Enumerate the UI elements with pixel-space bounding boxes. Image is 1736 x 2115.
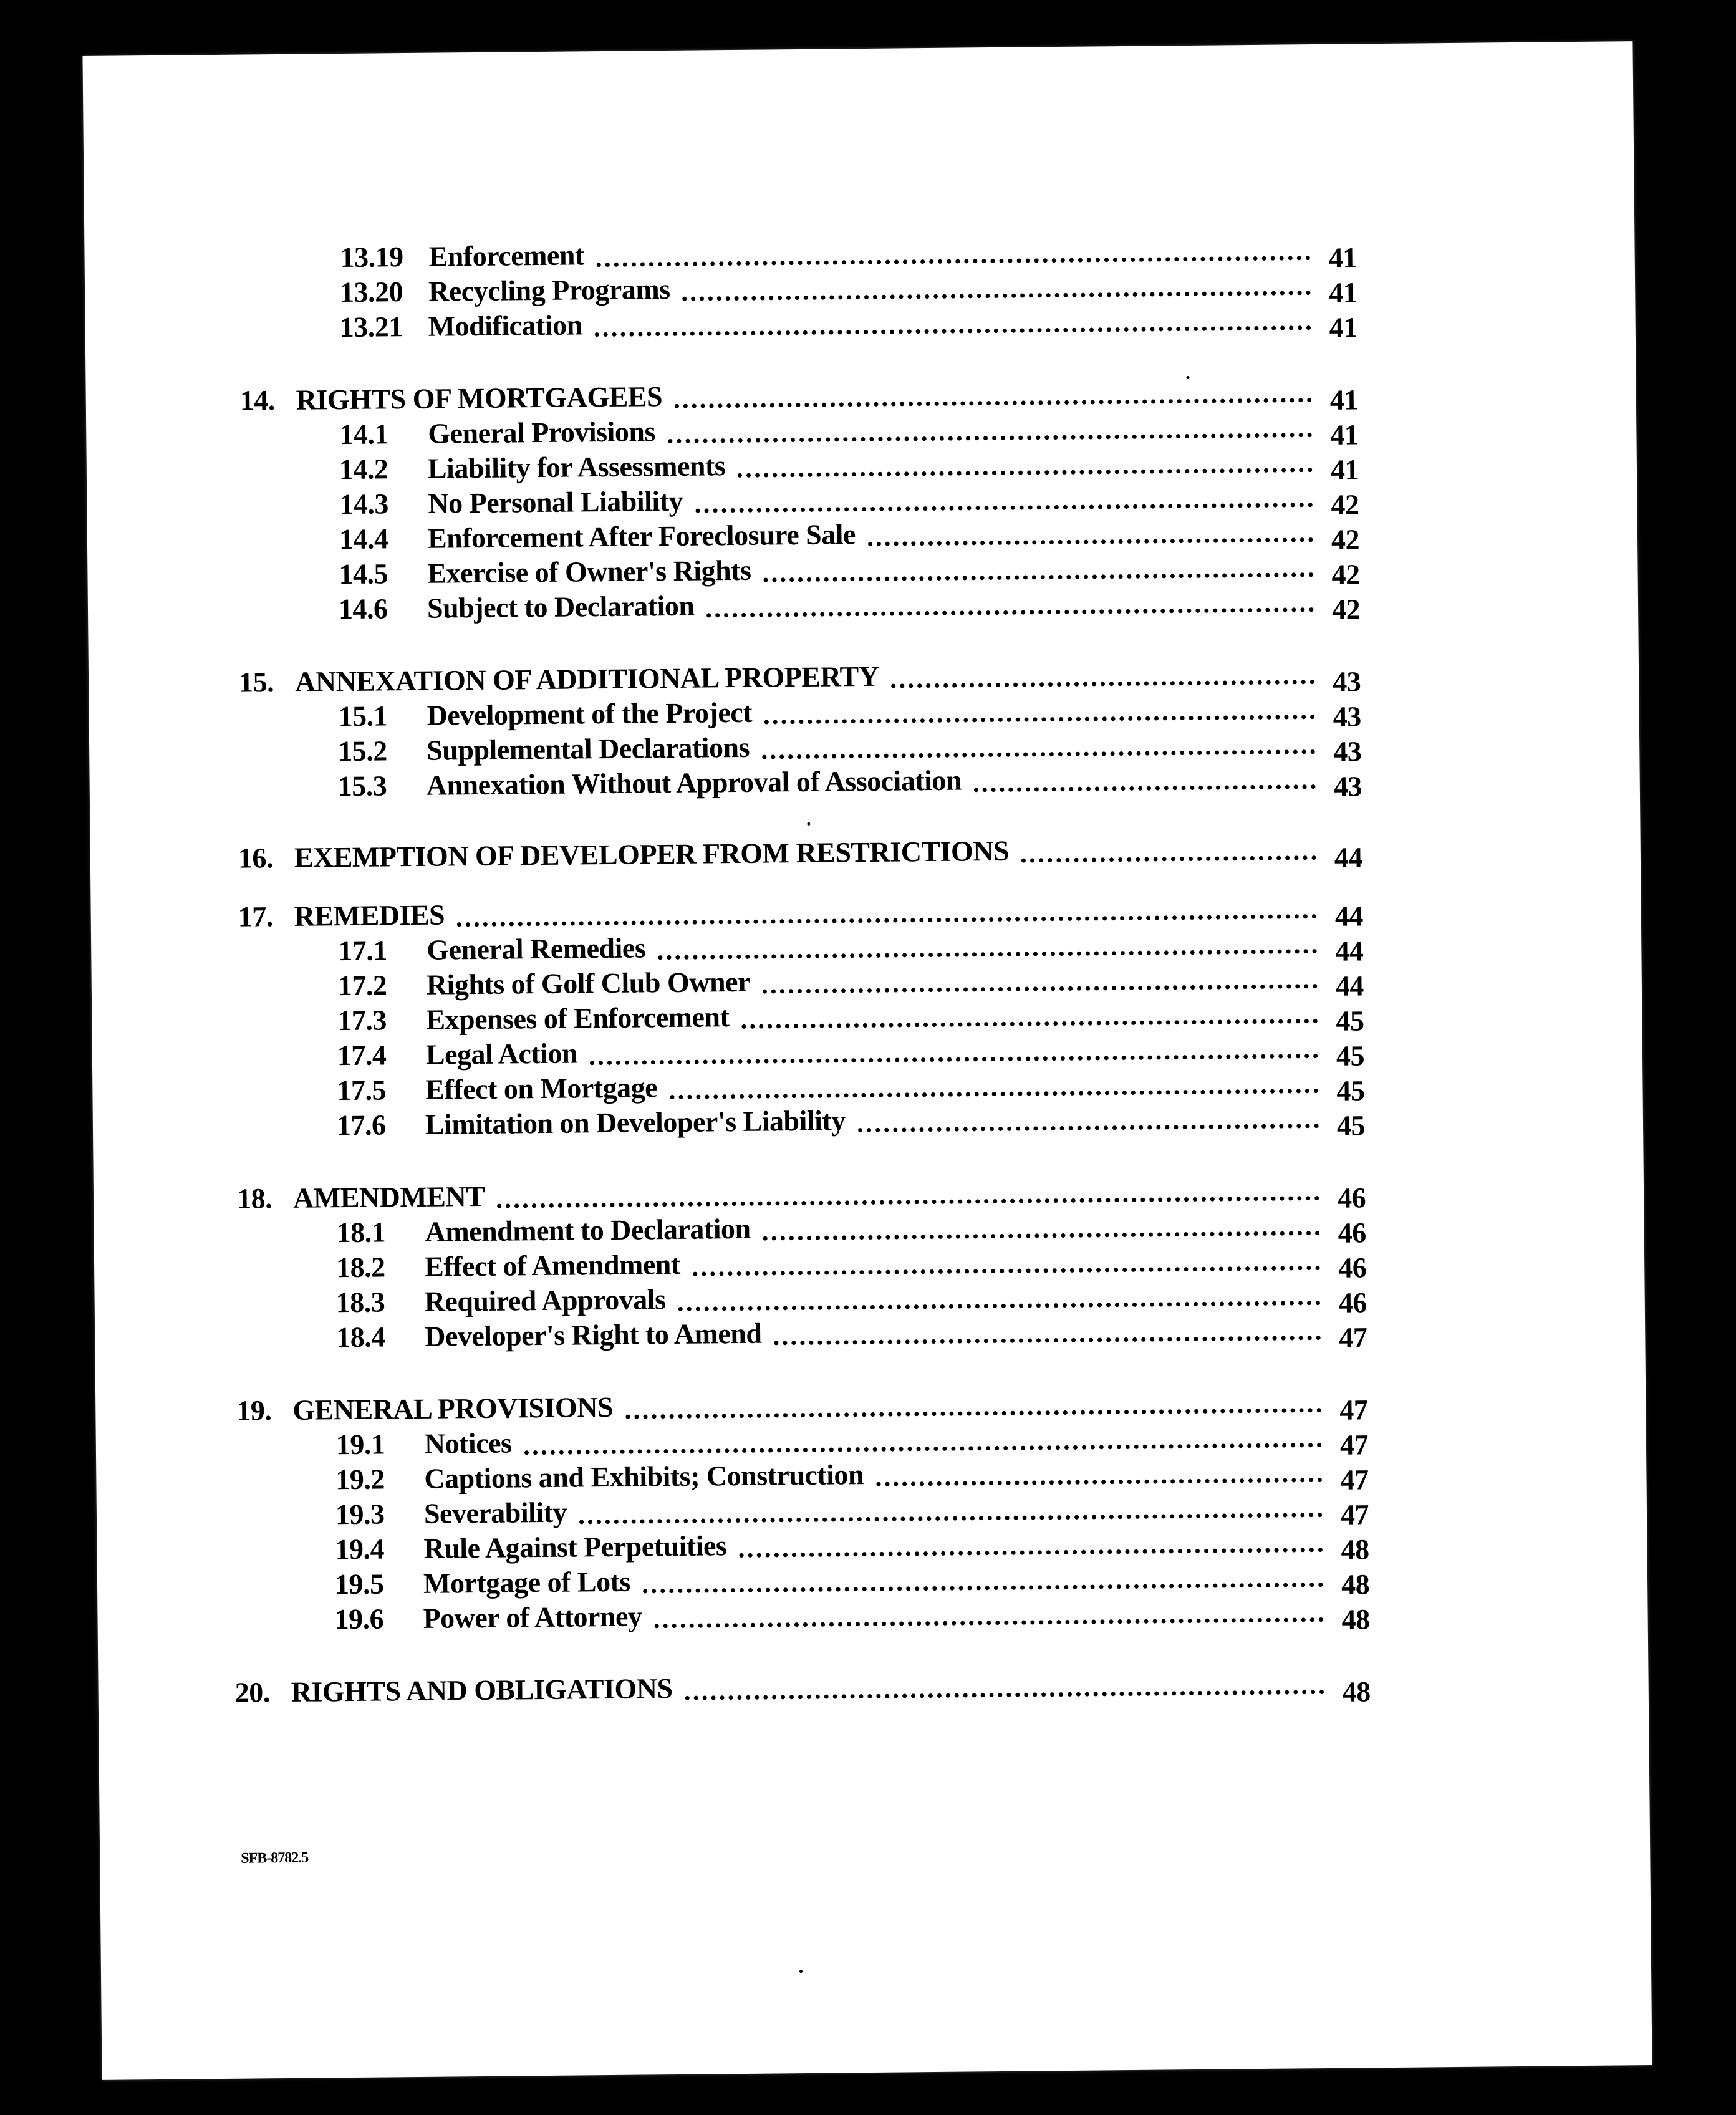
- toc-number: 13.19: [340, 241, 403, 274]
- toc-number: 18.3: [335, 1286, 385, 1319]
- dot-leader: [764, 715, 1315, 724]
- toc-title: General Remedies: [427, 932, 646, 966]
- toc-page-number: 45: [1336, 1074, 1365, 1107]
- toc-title: Effect on Mortgage: [425, 1071, 658, 1106]
- toc-title: Enforcement After Foreclosure Sale: [427, 518, 856, 554]
- toc-number: 19.4: [335, 1533, 385, 1566]
- toc-title: Amendment to Declaration: [425, 1212, 751, 1248]
- toc-number: 17.1: [338, 934, 388, 967]
- toc-page-number: 46: [1337, 1182, 1366, 1214]
- toc-number: 13.21: [339, 311, 403, 344]
- toc-page-number: 44: [1334, 841, 1363, 874]
- dot-leader: [695, 503, 1313, 513]
- toc-title: Legal Action: [425, 1037, 578, 1071]
- toc-title: Annexation Without Approval of Association: [426, 764, 962, 801]
- dot-leader: [683, 291, 1311, 301]
- toc-title: Rule Against Perpetuities: [423, 1530, 727, 1564]
- dot-leader: [643, 1583, 1323, 1593]
- dot-leader: [1021, 855, 1316, 863]
- dot-leader: [595, 325, 1311, 337]
- dot-leader: [707, 607, 1314, 617]
- toc-number: 16.: [238, 842, 274, 874]
- toc-page-number: 47: [1339, 1428, 1369, 1461]
- dot-leader: [655, 1617, 1324, 1628]
- toc-number: 15.: [238, 666, 274, 698]
- toc-title: Expenses of Enforcement: [426, 1001, 730, 1036]
- toc-number: 19.1: [335, 1428, 385, 1461]
- toc-page-number: 41: [1329, 383, 1359, 416]
- dot-leader: [658, 949, 1317, 960]
- dot-leader: [668, 433, 1312, 443]
- scan-speck: [799, 1970, 803, 1973]
- toc-page-number: 48: [1341, 1533, 1369, 1566]
- toc-page-number: 42: [1331, 488, 1359, 521]
- toc-title: Rights of Golf Club Owner: [426, 965, 751, 1001]
- toc-number: 19.6: [334, 1602, 384, 1636]
- dot-leader: [524, 1443, 1322, 1455]
- toc-title: RIGHTS AND OBLIGATIONS: [291, 1672, 673, 1708]
- toc-number: 15.1: [338, 700, 388, 733]
- toc-title: Power of Attorney: [423, 1600, 642, 1634]
- toc-page-number: 45: [1336, 1005, 1364, 1037]
- dot-leader: [741, 1019, 1318, 1029]
- toc-number: 19.3: [335, 1498, 385, 1531]
- toc-title: Limitation on Developer's Liability: [425, 1104, 846, 1140]
- dot-leader: [763, 984, 1318, 994]
- dot-leader: [774, 1336, 1321, 1345]
- toc-page-number: 48: [1342, 1675, 1371, 1708]
- dot-leader: [762, 749, 1315, 759]
- toc-page-number: 41: [1329, 311, 1357, 344]
- dot-leader: [738, 468, 1313, 478]
- document-page: [82, 41, 1652, 2080]
- toc-number: 19.5: [334, 1568, 384, 1601]
- dot-leader: [868, 537, 1313, 546]
- toc-title: General Provisions: [428, 415, 656, 450]
- toc-section: [238, 831, 1362, 876]
- toc-number: 18.: [236, 1182, 272, 1215]
- toc-page-number: 42: [1331, 523, 1360, 556]
- toc-title: RIGHTS OF MORTGAGEES: [296, 380, 663, 416]
- toc-title: Required Approvals: [424, 1283, 666, 1318]
- dot-leader: [597, 256, 1311, 267]
- toc-title: Exercise of Owner's Rights: [427, 554, 751, 589]
- toc-page-number: 45: [1336, 1039, 1365, 1072]
- dot-leader: [497, 1196, 1319, 1208]
- dot-leader: [763, 1231, 1320, 1241]
- toc-number: 18.4: [335, 1321, 385, 1354]
- toc-number: 17.4: [337, 1039, 387, 1072]
- toc-title: Modification: [428, 309, 582, 342]
- toc-title: Recycling Programs: [428, 272, 670, 307]
- toc-number: 14.3: [339, 488, 389, 521]
- toc-title: REMEDIES: [294, 899, 445, 932]
- dot-leader: [685, 1690, 1324, 1700]
- toc-page-number: 43: [1333, 735, 1362, 768]
- toc-page-number: 43: [1333, 700, 1361, 733]
- toc-title: Enforcement: [428, 239, 584, 272]
- toc-title: GENERAL PROVISIONS: [292, 1390, 614, 1426]
- toc-title: Severability: [423, 1496, 567, 1530]
- toc-number: 15.3: [337, 769, 387, 802]
- toc-number: 18.1: [336, 1216, 386, 1249]
- toc-page-number: 42: [1331, 593, 1361, 625]
- document-code: SFB-8782.5: [241, 1849, 309, 1867]
- toc-title: ANNEXATION OF ADDITIONAL PROPERTY: [294, 660, 879, 698]
- toc-page-number: 44: [1335, 935, 1364, 967]
- dot-leader: [892, 680, 1315, 688]
- toc-number: 14.1: [339, 418, 389, 451]
- toc-page-number: 41: [1328, 241, 1357, 274]
- toc-number: 17.3: [337, 1004, 387, 1037]
- toc-title: Development of the Project: [427, 696, 753, 731]
- toc-number: 17.6: [336, 1109, 386, 1142]
- dot-leader: [670, 1089, 1318, 1099]
- toc-title: Liability for Assessments: [427, 450, 726, 484]
- toc-title: Effect of Amendment: [424, 1248, 680, 1283]
- toc-page-number: 44: [1334, 900, 1364, 932]
- scan-speck: [1186, 376, 1189, 379]
- toc-number: 17.2: [337, 969, 387, 1002]
- toc-page-number: 43: [1333, 770, 1362, 802]
- toc-title: Notices: [424, 1427, 512, 1460]
- toc-title: EXEMPTION OF DEVELOPER FROM RESTRICTIONS: [294, 834, 1010, 874]
- toc-page-number: 44: [1335, 970, 1364, 1002]
- dot-leader: [457, 914, 1317, 927]
- dot-leader: [858, 1124, 1319, 1132]
- toc-page-number: 47: [1339, 1394, 1368, 1426]
- toc-number: 15.2: [337, 735, 387, 768]
- toc-page-number: 48: [1341, 1568, 1370, 1601]
- toc-page-number: 47: [1340, 1498, 1369, 1531]
- toc-number: 17.5: [337, 1074, 387, 1107]
- toc-page-number: 43: [1332, 665, 1361, 698]
- toc-number: 14.: [239, 384, 276, 417]
- dot-leader: [974, 784, 1316, 792]
- toc-title: Captions and Exhibits; Construction: [424, 1458, 864, 1495]
- dot-leader: [739, 1548, 1323, 1558]
- toc-title: Developer's Right to Amend: [424, 1317, 762, 1352]
- toc-title: AMENDMENT: [292, 1180, 485, 1214]
- toc-number: 18.2: [335, 1251, 385, 1284]
- toc-number: 19.2: [335, 1463, 385, 1496]
- dot-leader: [678, 1301, 1321, 1311]
- dot-leader: [625, 1408, 1321, 1419]
- dot-leader: [579, 1513, 1323, 1524]
- toc-page-number: 46: [1338, 1286, 1367, 1319]
- toc-page-number: 42: [1331, 558, 1360, 590]
- toc-number: 14.2: [339, 453, 388, 486]
- table-of-contents: [82, 41, 1632, 1708]
- toc-page-number: 46: [1338, 1251, 1367, 1284]
- toc-title: No Personal Liability: [428, 484, 683, 519]
- dot-leader: [693, 1266, 1321, 1276]
- toc-page-number: 41: [1328, 276, 1357, 309]
- toc-page-number: 47: [1339, 1321, 1367, 1354]
- toc-number: 19.: [236, 1394, 272, 1427]
- toc-page-number: 41: [1330, 418, 1359, 451]
- toc-number: 14.4: [339, 523, 388, 556]
- toc-page-number: 47: [1340, 1463, 1369, 1496]
- dot-leader: [763, 572, 1313, 582]
- toc-number: 17.: [238, 900, 273, 933]
- toc-page-number: 46: [1338, 1216, 1366, 1249]
- dot-leader: [590, 1054, 1318, 1065]
- toc-page-number: 45: [1336, 1109, 1366, 1142]
- dot-leader: [675, 398, 1312, 408]
- toc-number: 14.6: [338, 592, 388, 625]
- toc-title: Supplemental Declarations: [426, 731, 750, 766]
- toc-page-number: 48: [1341, 1603, 1370, 1636]
- dot-leader: [876, 1478, 1322, 1486]
- toc-number: 13.20: [339, 276, 403, 309]
- toc-title: Subject to Declaration: [427, 589, 695, 624]
- toc-page-number: 41: [1330, 453, 1359, 486]
- toc-number: 14.5: [339, 557, 388, 590]
- toc-number: 20.: [234, 1676, 270, 1708]
- scan-speck: [807, 822, 810, 826]
- toc-title: Mortgage of Lots: [423, 1565, 631, 1599]
- toc-section: [234, 1665, 1370, 1710]
